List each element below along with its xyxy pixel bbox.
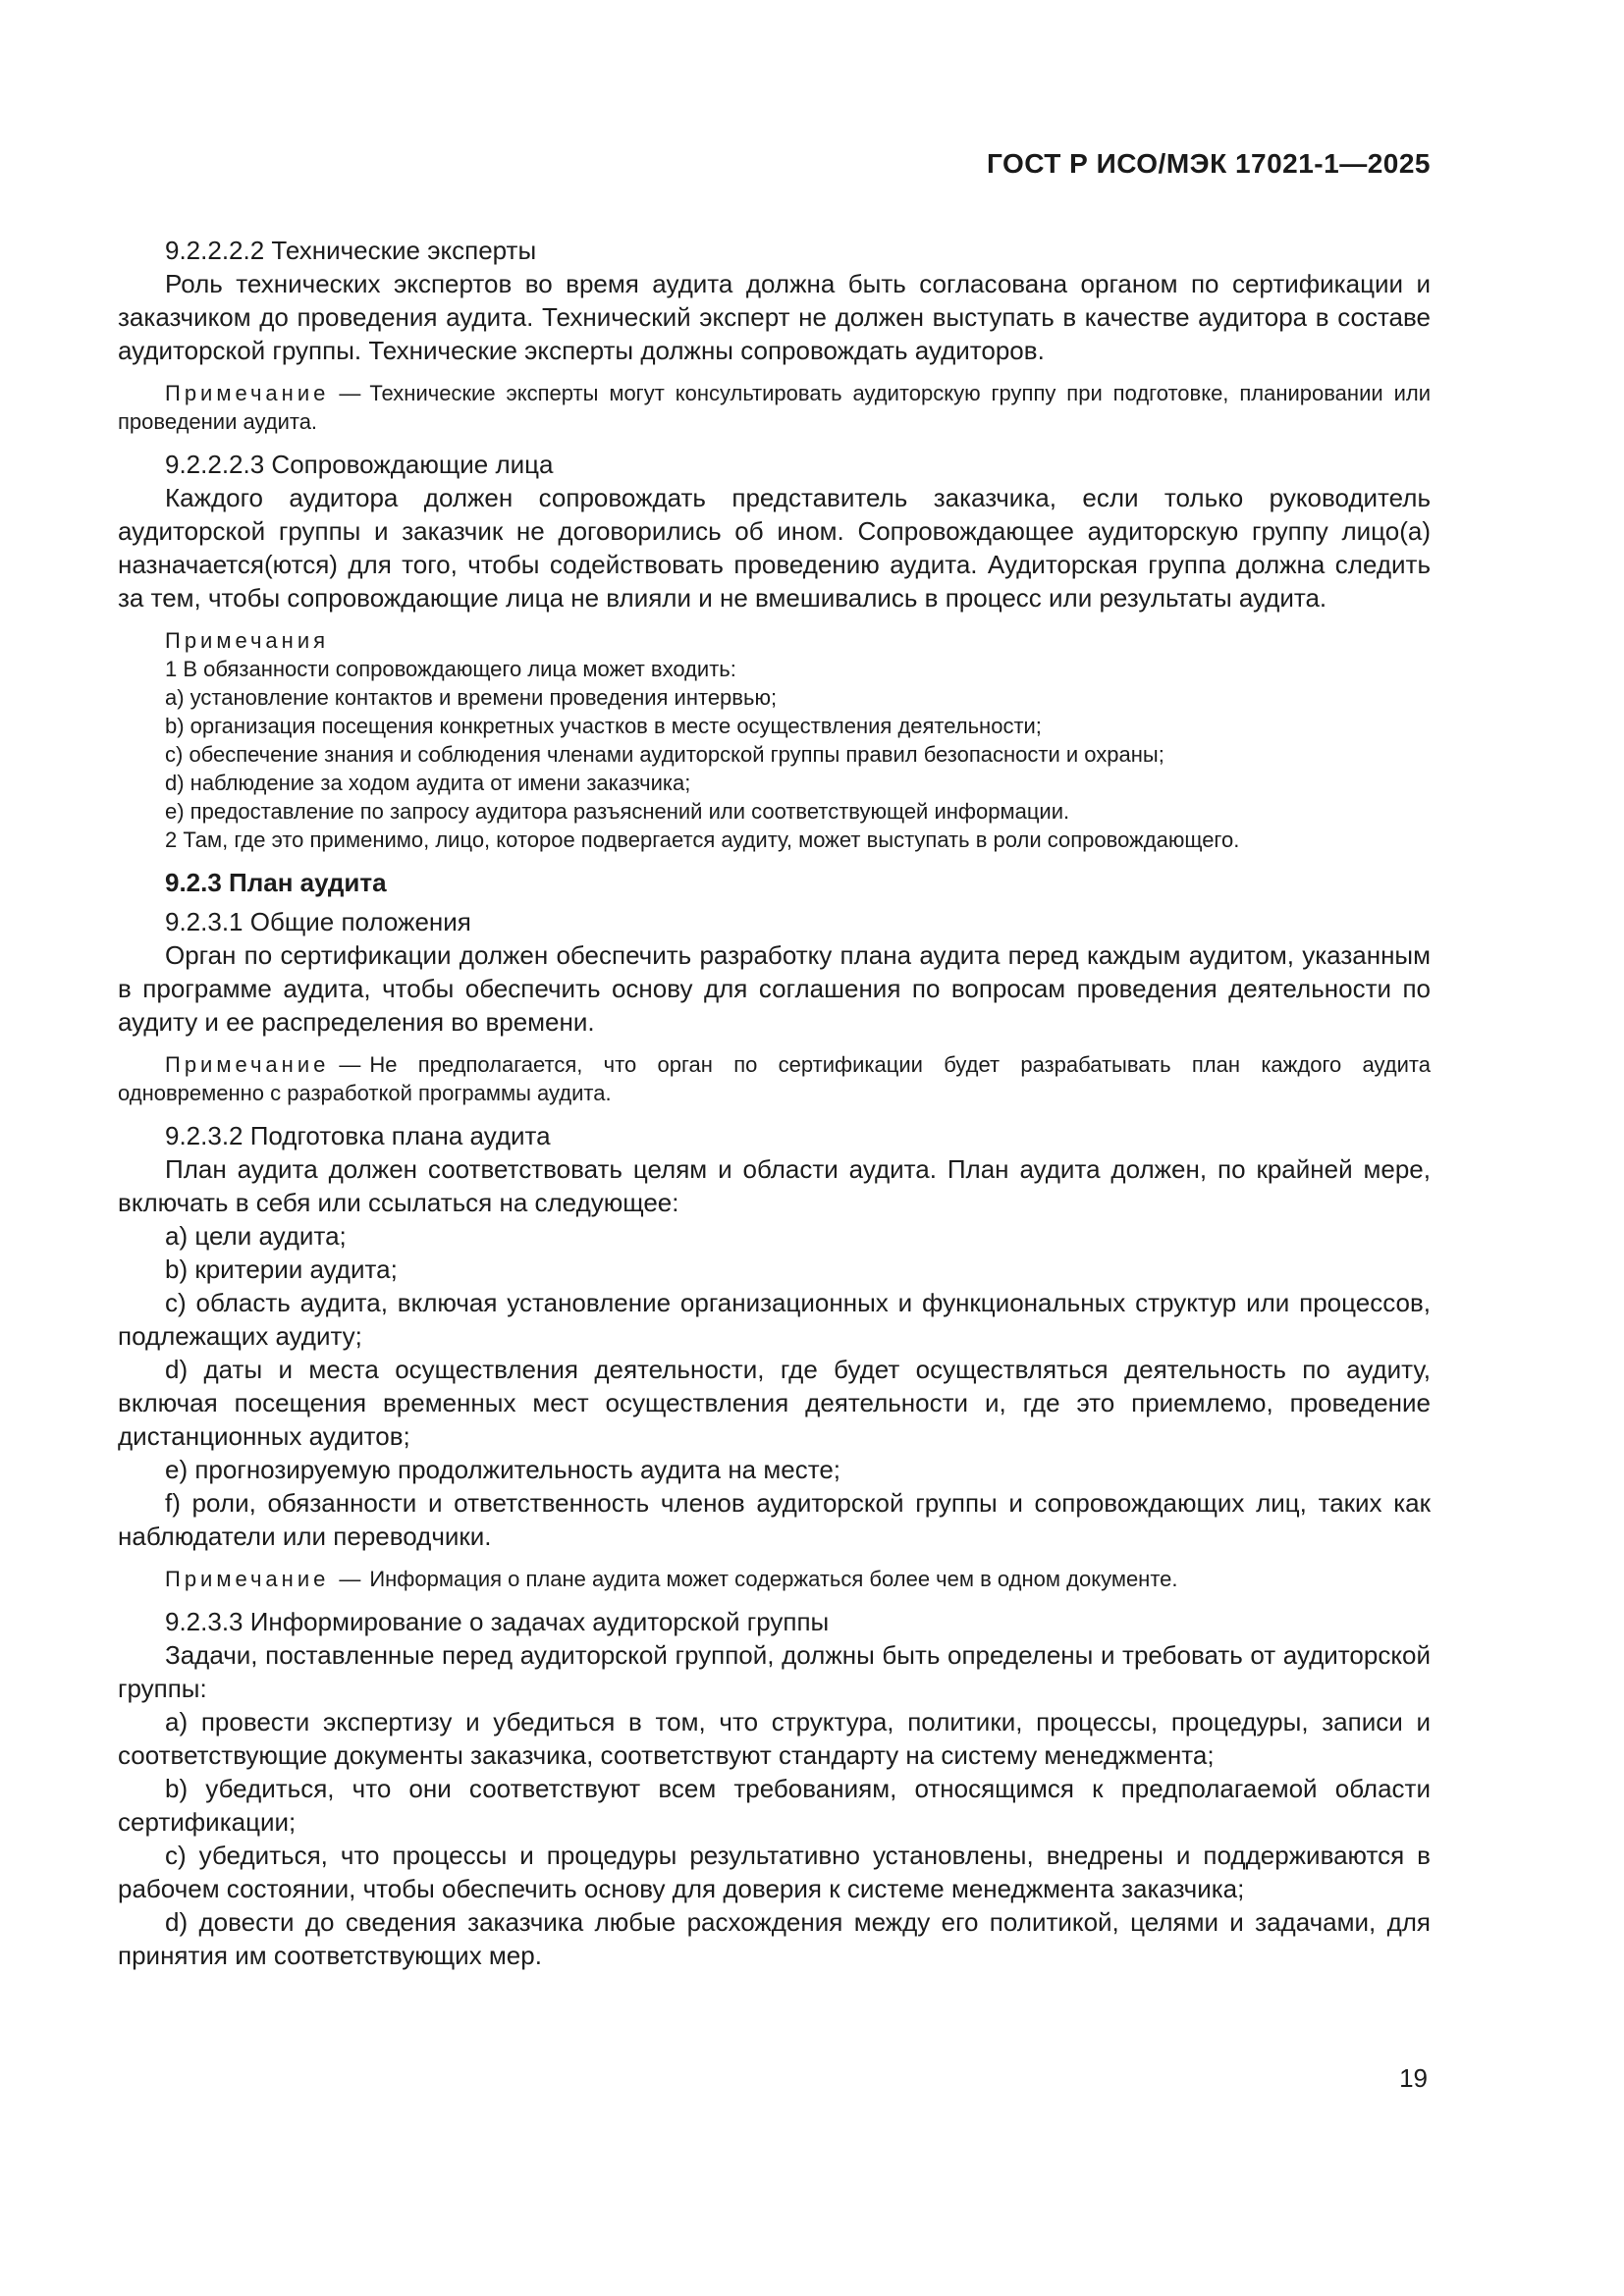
note bbox=[118, 379, 1431, 436]
note-text: Технические эксперты могут консультировать аудиторскую группу при подготовке, планировании или проведении аудита. bbox=[118, 381, 1431, 434]
paragraph: c) область аудита, включая установление организационных и функциональных структур или процессов, подлежащих аудиту; bbox=[118, 1288, 1431, 1351]
paragraph: Задачи, поставленные перед аудиторской группой, должны быть определены и требовать от аудиторской группы: bbox=[118, 1640, 1431, 1703]
paragraph: c) убедиться, что процессы и процедуры результативно установлены, внедрены и поддерживаются в рабочем состоянии, чтобы обеспечить основу для доверия к системе менеджмента заказчика; bbox=[118, 1841, 1431, 1903]
section-heading: 9.2.3 План аудита bbox=[165, 868, 387, 897]
paragraph: План аудита должен соответствовать целям и области аудита. План аудита должен, по крайней мере, включать в себя или ссылаться на следующее: bbox=[118, 1154, 1431, 1217]
note bbox=[118, 1050, 1431, 1107]
note-label: Примечание bbox=[165, 1052, 330, 1077]
note-text: Не предполагается, что орган по сертификации будет разрабатывать план каждого аудита одновременно с разработкой программы аудита. bbox=[118, 1052, 1431, 1105]
page-number: 19 bbox=[1399, 2063, 1428, 2093]
note-item: 2 Там, где это применимо, лицо, которое подвергается аудиту, может выступать в роли сопровождающего. bbox=[165, 828, 1240, 852]
note-dash: — bbox=[339, 1052, 361, 1077]
note-item: d) наблюдение за ходом аудита от имени заказчика; bbox=[165, 771, 691, 795]
note-item: e) предоставление по запросу аудитора разъяснений или соответствующей информации. bbox=[165, 799, 1070, 824]
note-item: a) установление контактов и времени проведения интервью; bbox=[165, 685, 778, 710]
note-dash: — bbox=[339, 1567, 361, 1591]
paragraph: e) прогнозируемую продолжительность аудита на месте; bbox=[165, 1455, 840, 1484]
paragraph: a) провести экспертизу и убедиться в том, что структура, политики, процессы, процедуры, записи и соответствующие документы заказчика, соответствуют стандарту на систему менеджмента; bbox=[118, 1707, 1431, 1770]
section-heading: 9.2.2.2.3 Сопровождающие лица bbox=[165, 450, 554, 479]
note-dash: — bbox=[339, 381, 361, 405]
note-label: Примечание bbox=[165, 381, 330, 405]
notes-label: Примечания bbox=[165, 628, 330, 653]
paragraph: a) цели аудита; bbox=[165, 1221, 347, 1251]
paragraph: b) убедиться, что они соответствуют всем требованиям, относящимся к предполагаемой области сертификации; bbox=[118, 1774, 1431, 1837]
section-heading: 9.2.3.3 Информирование о задачах аудиторской группы bbox=[165, 1607, 830, 1636]
document-content bbox=[118, 234, 1431, 1972]
paragraph: d) даты и места осуществления деятельности, где будет осуществляться деятельность по аудиту, включая посещения временных мест осуществления деятельности и, где это приемлемо, проведение дистанционных аудитов; bbox=[118, 1355, 1431, 1451]
paragraph: f) роли, обязанности и ответственность членов аудиторской группы и сопровождающих лиц, таких как наблюдатели или переводчики. bbox=[118, 1488, 1431, 1551]
paragraph: Каждого аудитора должен сопровождать представитель заказчика, если только руководитель аудиторской группы и заказчик не договорились об ином. Сопровождающее аудиторскую группу лицо(а) назначается(ются) для того, чтобы содействовать проведению аудита. Аудиторская группа должна следить за тем, чтобы сопровождающие лица не влияли и не вмешивались в процесс или результаты аудита. bbox=[118, 483, 1431, 613]
note bbox=[118, 1565, 1431, 1593]
paragraph: b) критерии аудита; bbox=[165, 1255, 398, 1284]
section-heading: 9.2.2.2.2 Технические эксперты bbox=[165, 236, 537, 265]
document-header-title: ГОСТ Р ИСО/МЭК 17021-1—2025 bbox=[986, 148, 1431, 179]
note-item: b) организация посещения конкретных участков в месте осуществления деятельности; bbox=[165, 714, 1042, 738]
paragraph: d) довести до сведения заказчика любые расхождения между его политикой, целями и задачами, для принятия им соответствующих мер. bbox=[118, 1907, 1431, 1970]
paragraph: Орган по сертификации должен обеспечить разработку плана аудита перед каждым аудитом, указанным в программе аудита, чтобы обеспечить основу для соглашения по вопросам проведения деятельности по аудиту и ее распределения во времени. bbox=[118, 940, 1431, 1037]
note-item: 1 В обязанности сопровождающего лица может входить: bbox=[165, 657, 736, 681]
paragraph: Роль технических экспертов во время аудита должна быть согласована органом по сертификации и заказчиком до проведения аудита. Технический эксперт не должен выступать в качестве аудитора в составе аудиторской группы. Технические эксперты должны сопровождать аудиторов. bbox=[118, 269, 1431, 365]
section-heading: 9.2.3.1 Общие положения bbox=[165, 907, 471, 936]
note-text: Информация о плане аудита может содержаться более чем в одном документе. bbox=[369, 1567, 1178, 1591]
note-label: Примечание bbox=[165, 1567, 330, 1591]
notes-block bbox=[118, 626, 1431, 854]
note-item: c) обеспечение знания и соблюдения членами аудиторской группы правил безопасности и охраны; bbox=[165, 742, 1164, 767]
section-heading: 9.2.3.2 Подготовка плана аудита bbox=[165, 1121, 551, 1150]
